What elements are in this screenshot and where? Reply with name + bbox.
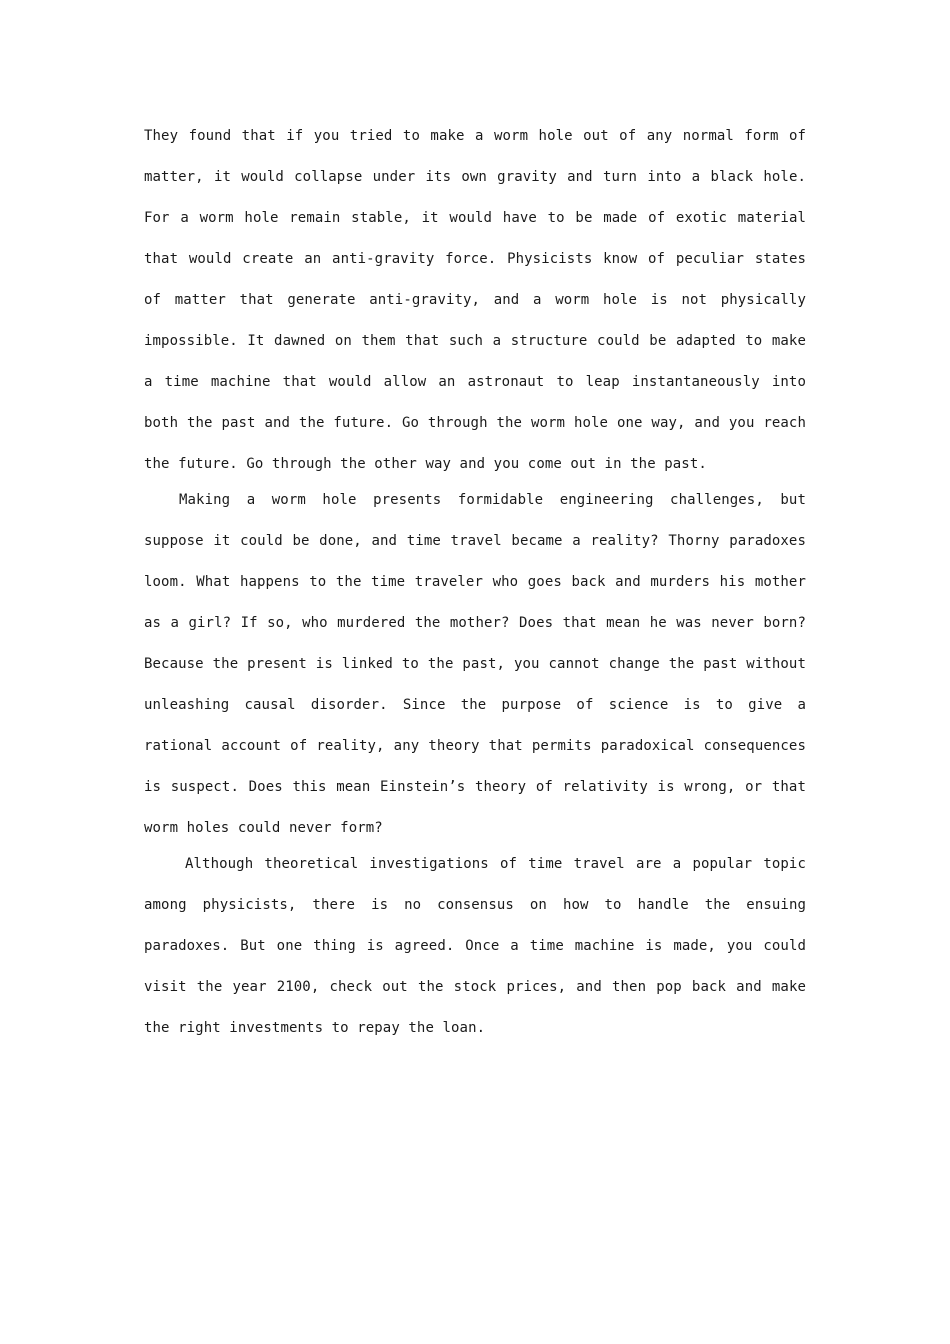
paragraph-2: Making a worm hole presents formidable engineering challenges, but suppose it could be done, and time travel became a reality? Thorny paradoxes loom. What happens to the time traveler who goes back and murders his mother as a girl? If so, who murdered the mother? Does that mean he was never born? Because the present is linked to the past, you cannot change the past without unleashing causal disorder. Since the purpose of science is to give a rational account of reality, any theory that permits paradoxical consequences is suspect. Does this mean Einstein’s theory of relativity is wrong, or that worm holes could never form? bbox=[144, 492, 806, 836]
body-text bbox=[144, 116, 806, 1049]
paragraph-3: Although theoretical investigations of time travel are a popular topic among physicists, there is no consensus on how to handle the ensuing paradoxes. But one thing is agreed. Once a time machine is made, you could visit the year 2100, check out the stock prices, and then pop back and make the right investments to repay the loan. bbox=[144, 856, 806, 1036]
paragraph-1: They found that if you tried to make a worm hole out of any normal form of matter, it would collapse under its own gravity and turn into a black hole. For a worm hole remain stable, it would have to be made of exotic material that would create an anti-gravity force. Physicists know of peculiar states of matter that generate anti-gravity, and a worm hole is not physically impossible. It dawned on them that such a structure could be adapted to make a time machine that would allow an astronaut to leap instantaneously into both the past and the future. Go through the worm hole one way, and you reach the future. Go through the other way and you come out in the past. bbox=[144, 128, 806, 472]
